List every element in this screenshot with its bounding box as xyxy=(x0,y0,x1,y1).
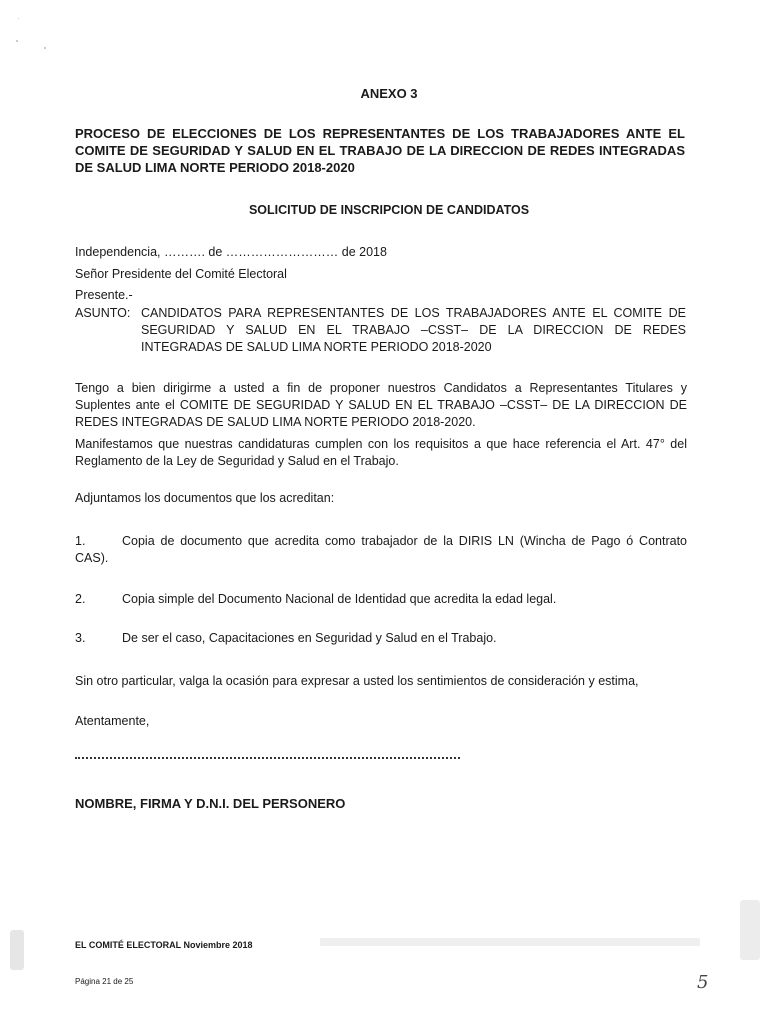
scan-noise xyxy=(10,930,24,970)
item-number: 3. xyxy=(75,631,86,645)
regards: Atentamente, xyxy=(75,714,150,728)
paragraph-requirements xyxy=(75,436,687,470)
item-text-continuation: CAS). xyxy=(75,551,109,565)
date-line: Independencia, ………. de ……………………… de 2018 xyxy=(75,245,387,259)
paragraph-line: Tengo a bien dirigirme a usted a fin de proponer nuestros Candidatos a Representantes Titulares y xyxy=(75,381,687,395)
closing-sentence: Sin otro particular, valga la ocasión para expresar a usted los sentimientos de consideración y estima, xyxy=(75,674,639,688)
scan-speck xyxy=(44,47,46,49)
annex-title: ANEXO 3 xyxy=(360,86,418,101)
attachment-item: De ser el caso, Capacitaciones en Seguridad y Salud en el Trabajo. xyxy=(122,631,497,645)
footer-organization: EL COMITÉ ELECTORAL Noviembre 2018 xyxy=(75,940,253,950)
item-number: 2. xyxy=(75,592,86,606)
paragraph-line: Reglamento de la Ley de Seguridad y Salud en el Trabajo. xyxy=(75,454,399,468)
asunto-text xyxy=(141,305,686,356)
process-title-line: DE SALUD LIMA NORTE PERIODO 2018-2020 xyxy=(75,160,355,175)
item-number: 1. xyxy=(75,534,86,548)
process-title-line: COMITE DE SEGURIDAD Y SALUD EN EL TRABAJO DE LA DIRECCION DE REDES INTEGRADAS xyxy=(75,143,685,158)
asunto-line: CANDIDATOS PARA REPRESENTANTES DE LOS TRABAJADORES ANTE EL COMITE DE xyxy=(141,306,686,320)
document-subtitle: SOLICITUD DE INSCRIPCION DE CANDIDATOS xyxy=(248,203,530,217)
paragraph-line: REDES INTEGRADAS DE SALUD LIMA NORTE PERIODO 2018-2020. xyxy=(75,415,476,429)
item-text: Copia de documento que acredita como trabajador de la DIRIS LN (Wincha de Pago ó Contrato xyxy=(122,534,687,548)
attachment-item: Copia simple del Documento Nacional de Identidad que acredita la edad legal. xyxy=(122,592,557,606)
addressee: Señor Presidente del Comité Electoral xyxy=(75,267,287,281)
handwritten-page-mark: 5 xyxy=(697,972,709,993)
greeting: Presente.- xyxy=(75,288,133,302)
footer-page-number: Página 21 de 25 xyxy=(75,977,134,986)
paragraph-proposal xyxy=(75,380,687,431)
scan-noise xyxy=(320,938,700,946)
attachment-item xyxy=(122,533,687,550)
paragraph-line: Suplentes ante el COMITE DE SEGURIDAD Y SALUD EN EL TRABAJO –CSST– DE LA DIRECCION DE xyxy=(75,398,687,412)
process-title xyxy=(75,125,685,176)
asunto-line: SEGURIDAD Y SALUD EN EL TRABAJO –CSST– DE LA DIRECCION DE REDES xyxy=(141,323,686,337)
signature-label: NOMBRE, FIRMA Y D.N.I. DEL PERSONERO xyxy=(75,796,346,811)
asunto-line: INTEGRADAS DE SALUD LIMA NORTE PERIODO 2018-2020 xyxy=(141,340,492,354)
attachments-intro: Adjuntamos los documentos que los acreditan: xyxy=(75,491,335,505)
scan-noise xyxy=(740,900,760,960)
asunto-label: ASUNTO: xyxy=(75,306,131,320)
scan-speck xyxy=(16,40,18,42)
paragraph-line: Manifestamos que nuestras candidaturas cumplen con los requisitos a que hace referencia el Art. 47° del xyxy=(75,437,687,451)
scan-speck xyxy=(18,18,19,19)
signature-dotted-line xyxy=(75,757,460,759)
process-title-line: PROCESO DE ELECCIONES DE LOS REPRESENTANTES DE LOS TRABAJADORES ANTE EL xyxy=(75,126,685,141)
